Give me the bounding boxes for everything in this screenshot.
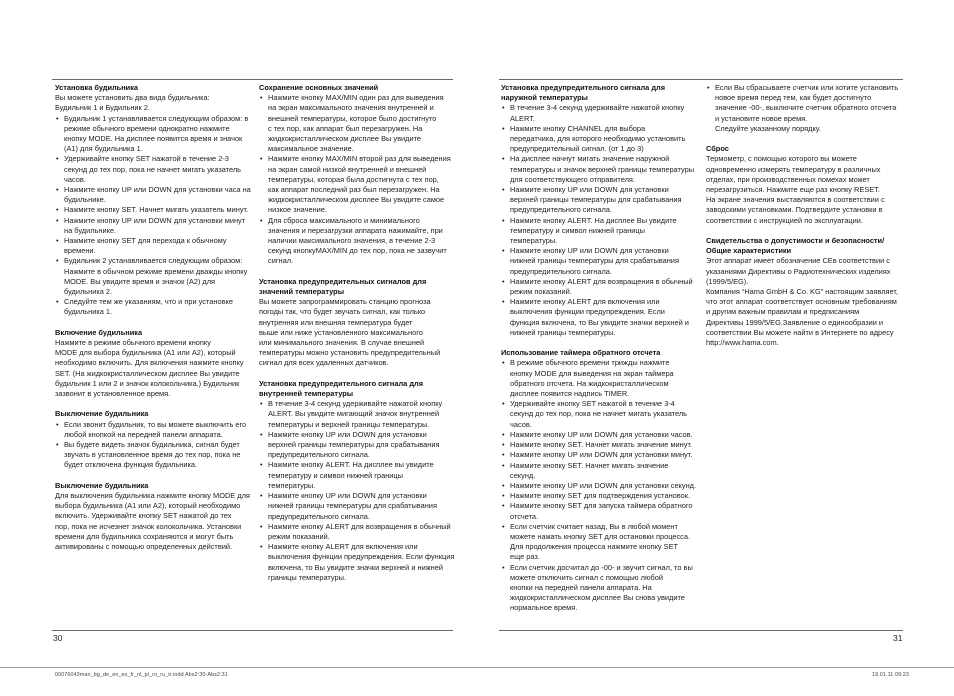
section: [55, 481, 257, 552]
section-paragraph: Вы можете запрограммировать станцию прогноза погоды так, что будет звучать сигнал, как только внутренняя или внешняя температура будет выше или ниже установленного максимального или минимального значения. В случае внешней температуры можно установить предупредительный сигнал для всех удаленных датчиков.: [259, 297, 441, 368]
right-bottom-rule: [499, 630, 903, 631]
bullet-list: [259, 93, 459, 266]
left-bottom-rule: [52, 630, 453, 631]
bullet-item: • Нажмите кнопку SET для запуска таймера обратного отсчета.: [501, 501, 703, 521]
left-top-rule: [52, 79, 453, 80]
bullet-item: • Нажмите кнопку UP или DOWN для установки часов.: [501, 430, 703, 440]
bullet-item: • Нажмите кнопку SET. Начнет мигать значение минут.: [501, 440, 703, 450]
bullet-list: [55, 114, 257, 318]
bullet-list: [501, 103, 703, 338]
bullet-item: • Нажмите кнопку SET. Начнет мигать значение секунд.: [501, 461, 703, 481]
right-top-rule: [499, 79, 903, 80]
section-heading: Сохранение основных значений: [259, 83, 379, 92]
bullet-list: [259, 399, 459, 583]
left-page-column-1: [55, 83, 257, 552]
bullet-item: • Нажмите кнопку SET для перехода к обычному времени.: [55, 236, 257, 256]
section-heading: Выключение будильника: [55, 409, 149, 419]
section: [55, 409, 257, 470]
footer-timestamp: 19.01.11 09:23: [872, 672, 909, 678]
bullet-item: • Будильник 1 устанавливается следующим образом: в режиме обычного времени однократно нажмите кнопку MODE. На дисплее появится время и значок (A1) для будильника 1.: [55, 114, 257, 155]
section-heading: Установка предупредительных сигналов для значений температуры: [259, 276, 427, 297]
bullet-item: • Нажмите кнопку ALERT для включения или выключения функции предупреждения. Если функция включена, то Вы увидите значки верхней и нижней границы температуры.: [501, 297, 703, 338]
right-page-column-1: [501, 83, 703, 614]
bullet-item: • Удерживайте кнопку SET нажатой в течение 3-4 секунд до тех пор, пока не начнет мигать указатель часов.: [501, 399, 703, 430]
section-heading: Установка будильника: [55, 83, 139, 92]
bullet-item: • Если Вы сбрасываете счетчик или хотите установить новое время перед тем, как будет достигнуто значение -00-, выключите счетчик обратного отсчета и установите новое время. Следуйте указанному порядку.: [706, 83, 908, 134]
right-page-column-2: [706, 83, 908, 348]
section-heading: Выключение будильника: [55, 480, 149, 490]
bullet-item: • Следуйте тем же указаниям, что и при установке будильника 1.: [55, 297, 257, 317]
section: [259, 277, 459, 369]
left-page-column-2: [259, 83, 459, 583]
bullet-item: • Нажмите кнопку ALERT. На дисплее вы увидите температуру и символ нижней границы температуры.: [259, 460, 459, 491]
section-paragraph: Этот аппарат имеет обозначение CEв соответствии с указаниями Директивы о Радиотехнических изделиях (1999/5/EG). Компания “Hama GmbH & Co. KG” настоящим заявляет, что этот аппарат соответствует основным требованиям и другим важным правилам и предписаниям Директивы 1999/5/EG.Заявление о единообразии и соответствии Вы можете найти в Интернете по адресу http://www.hama.com.: [706, 256, 898, 348]
bullet-item: • Нажмите кнопку ALERT для включения или выключения функции предупреждения. Если функция включена, то Вы увидите значки верхней и нижней границы температуры.: [259, 542, 459, 583]
bullet-item: • Нажмите кнопку UP или DOWN для установки минут на будильнике.: [55, 216, 257, 236]
bullet-item: • Для сброса максимального и минимального значения и перезагрузки аппарата нажимайте, при наличии максимального значения, в течение 2-3 секунд кнопкуMAX/MIN до тех пор, пока не зазвучит сигнал.: [259, 216, 459, 267]
bullet-item: • Если счетчик досчитал до -00- и звучит сигнал, то вы можете отключить сигнал с помощью любой кнопки на передней панели аппарата. На жидкокристаллическом дисплее Вы снова увидите нормальное время.: [501, 563, 703, 614]
section: [501, 348, 703, 613]
section: [55, 328, 257, 399]
bullet-item: • Нажмите кнопку SET. Начнет мигать указатель минут.: [55, 205, 257, 215]
bullet-item: • Нажмите кнопку MAX/MIN один раз для выведения на экран максимального значения внутренней и внешней температуры, которое было достигнуто с тех пор, как аппарат был перезагружен. На жидкокристаллическом дисплее Вы увидите максимальное значение.: [259, 93, 459, 154]
bullet-item: • В течение 3-4 секунд удерживайте нажатой кнопку ALERT.: [501, 103, 703, 123]
bullet-item: • Нажмите кнопку ALERT для возвращения в обычный режим показаний.: [501, 277, 703, 297]
section-heading: Свидетельства о допустимости и безопасности/ Общие характеристики: [706, 236, 885, 256]
bullet-item: • Нажмите кнопку UP или DOWN для установки минут.: [501, 450, 703, 460]
bullet-item: • Нажмите кнопку ALERT для возвращения в обычный режим показаний.: [259, 522, 459, 542]
section-paragraph: Нажмите в режиме обычного времени кнопку MODE для выбора будильника (A1 или A2), который необходимо включить. Для включения нажмите кнопку SET. (На жидкокристаллическом дисплее Вы увидите будильник 1 или 2 и значок колокольчика.) Будильник зазвонит в установленное время.: [55, 338, 244, 399]
bullet-item: • Нажмите кнопку CHANNEL для выбора передатчика, для которого необходимо установить предупредительный сигнал. (от 1 до 3): [501, 124, 703, 155]
bullet-item: • Нажмите кнопку UP или DOWN для установки верхней границы температуры для срабатывания предупредительного сигнала.: [259, 430, 459, 461]
bullet-list: [501, 358, 703, 613]
section: [706, 236, 908, 348]
bullet-item: • Нажмите кнопку UP или DOWN для установки часа на будильнике.: [55, 185, 257, 205]
page-number-left: 30: [53, 633, 63, 643]
section-heading: Сброс: [706, 144, 729, 154]
section-heading: Установка предупредительного сигнала для наружной температуры: [501, 83, 666, 103]
section: [259, 83, 459, 267]
bullet-item: • Будильник 2 устанавливается следующим образом: Нажмите в обычном режиме времени дважды кнопку MODE. Вы увидите время и значок (A2) для будильника 2.: [55, 256, 257, 297]
bullet-item: • Нажмите кнопку MAX/MIN второй раз для выведения на экран самой низкой внутренней и внешней температуры, которая была достигнута с тех пор, как аппарат последний раз был перезагружен. На жидкокристаллическом дисплее Вы увидите самое низкое значение.: [259, 154, 459, 215]
section: [706, 144, 908, 226]
bullet-item: • На дисплее начнут мигать значение наружной температуры и значок верхней границы температуры для соответствующего отправителя.: [501, 154, 703, 185]
bullet-item: • Вы будете видеть значок будильника, сигнал будет звучать в установленное время до тех пор, пока не будет отключена функция будильника.: [55, 440, 257, 471]
bullet-list: [706, 83, 908, 134]
section-paragraph: Термометр, с помощью которого вы можете одновременно измерять температуру в различных отделах, при производственных помехах может перезагрузиться. Нажмите еще раз кнопку RESET. На экране значения выставляются в соответствии с заводскими установками. Подтвердите установки в соответствии с инструкцией по эксплуатации.: [706, 154, 885, 225]
section-paragraph: Для выключения будильника нажмите кнопку MODE для выбора будильника (A1 или A2), который необходимо включить. Удерживайте кнопку SET нажатой до тех пор, пока не исчезнет значок колокольчика. Установки времени для будильника сохраняются и могут быть активированы с помощью определенных действий.: [55, 491, 250, 552]
footer-file-info: 00076043man_bg_de_en_es_fr_nl_pl_ro_ru_tr.indd Abs2:30-Abs2:31: [55, 672, 228, 678]
page-number-right: 31: [893, 633, 903, 643]
bullet-item: • Нажмите кнопку UP или DOWN для установки нижней границы температуры для срабатывания предупредительного сигнала.: [501, 246, 703, 277]
section: [55, 83, 257, 318]
section: [501, 83, 703, 338]
section-heading: Включение будильника: [55, 327, 143, 337]
bullet-list: [55, 420, 257, 471]
bullet-item: • Удерживайте кнопку SET нажатой в течение 2-3 секунд до тех пор, пока не начнет мигать указатель часов.: [55, 154, 257, 185]
section: [706, 83, 908, 134]
footer-rule: [0, 667, 954, 668]
bullet-item: • Нажмите кнопку UP или DOWN для установки секунд.: [501, 481, 703, 491]
section-heading: Использование таймера обратного отсчета: [501, 348, 661, 358]
bullet-item: • Нажмите кнопку UP или DOWN для установки нижней границы температуры для срабатывания предупредительного сигнала.: [259, 491, 459, 522]
section-heading: Установка предупредительного сигнала для внутренней температуры: [259, 378, 424, 399]
section: [259, 379, 459, 583]
bullet-item: • Если счетчик считает назад, Вы в любой момент можете нажать кнопку SET для остановки процесса. Для продолжения процесса нажмите кнопку SET еще раз.: [501, 522, 703, 563]
bullet-item: • Если звонит будильник, то вы можете выключить его любой кнопкой на передней панели аппарата.: [55, 420, 257, 440]
bullet-item: • Нажмите кнопку UP или DOWN для установки верхней границы температуры для срабатывания предупредительного сигнала.: [501, 185, 703, 216]
bullet-item: • Нажмите кнопку SET для подтверждения установок.: [501, 491, 703, 501]
bullet-item: • В течение 3-4 секунд удерживайте нажатой кнопку ALERT. Вы увидите мигающий значок внутренней температуры и верхней границы температуры.: [259, 399, 459, 430]
bullet-item: • В режиме обычного времени трижды нажмите кнопку MODE для выведения на экран таймера обратного отсчета. На жидкокристаллическом дисплее появится надпись TIMER.: [501, 358, 703, 399]
section-paragraph: Вы можете установить два вида будильника: Будильник 1 и Будильник 2.: [55, 93, 210, 113]
bullet-item: • Нажмите кнопку ALERT. На дисплее Вы увидите температуру и символ нижней границы температуры.: [501, 216, 703, 247]
